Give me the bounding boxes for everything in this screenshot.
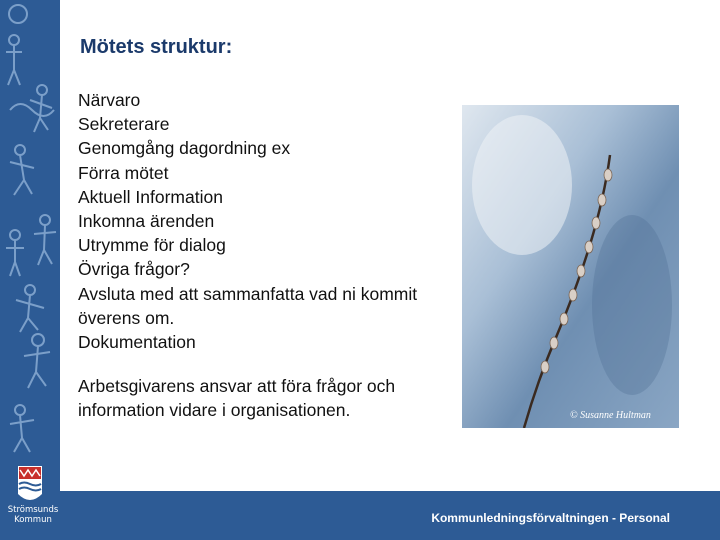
agenda-item: Utrymme för dialog [78, 235, 226, 256]
logo-line-2: Kommun [14, 515, 52, 525]
decorative-figures-illustration [0, 0, 60, 460]
willow-branch-photo [462, 105, 679, 428]
agenda-item: Aktuell Information [78, 186, 223, 207]
agenda-list [78, 88, 418, 354]
footer-bar [60, 491, 720, 540]
agenda-item: Förra mötet [78, 162, 169, 183]
agenda-item: Inkomna ärenden [78, 211, 215, 232]
photo-credit: © Susanne Hultman [570, 410, 651, 421]
logo-line-1: Strömsunds [7, 505, 59, 515]
footer-text: Kommunledningsförvaltningen - Personal [431, 511, 670, 525]
responsibility-note: Arbetsgivarens ansvar att föra frågor och information vidare i organisationen. [78, 376, 396, 420]
municipality-logo [0, 462, 60, 540]
agenda-item: Närvaro [78, 90, 141, 110]
left-sidebar-band [0, 0, 60, 540]
agenda-item: Genomgång dagordning ex [78, 138, 291, 159]
agenda-item: Avsluta med att sammanfatta vad ni kommit överens om. [78, 283, 418, 328]
agenda-item: Dokumentation [78, 332, 196, 353]
slide-title: Mötets struktur: [80, 36, 233, 58]
agenda-item: Sekreterare [78, 114, 170, 135]
agenda-item: Övriga frågor? [78, 259, 190, 280]
